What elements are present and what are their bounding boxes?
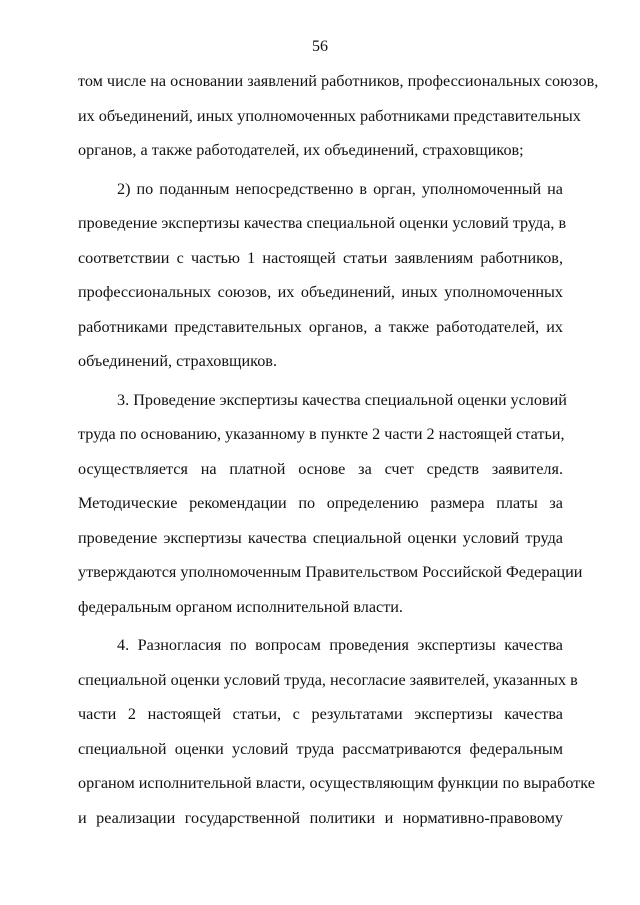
text-line: их объединений, иных уполномоченных работниками представительных	[78, 106, 581, 125]
document-body	[78, 71, 599, 842]
text-line: Методические рекомендации по определению размера платы за	[78, 494, 563, 512]
text-line: проведение экспертизы качества специальной оценки условий труда	[78, 528, 563, 547]
paragraph-item-2	[78, 179, 567, 386]
text-line: труда по основанию, указанному в пункте 2 части 2 настоящей статьи,	[78, 425, 565, 443]
text-line: объединений, страховщиков.	[78, 352, 277, 370]
text-line: специальной оценки условий труда, несогласие заявителей, указанных в	[78, 670, 578, 689]
paragraph-part-4	[78, 635, 595, 842]
text-line: профессиональных союзов, их объединений, иных уполномоченных	[78, 283, 563, 301]
text-line: части 2 настоящей статьи, с результатами экспертизы качества	[78, 705, 563, 723]
text-line: 4. Разногласия по вопросам проведения экспертизы качества	[117, 636, 563, 654]
text-line: том числе на основании заявлений работников, профессиональных союзов,	[78, 72, 599, 90]
page-number: 56	[312, 38, 328, 55]
text-line: органом исполнительной власти, осуществляющим функции по выработке	[78, 774, 595, 792]
text-line: работниками представительных органов, а также работодателей, их	[78, 317, 563, 336]
text-line: соответствии с частью 1 настоящей статьи заявлениям работников,	[78, 248, 563, 267]
text-line: утверждаются уполномоченным Правительством Российской Федерации	[78, 563, 583, 581]
text-line: органов, а также работодателей, их объединений, страховщиков;	[78, 141, 524, 159]
text-line: 2) по поданным непосредственно в орган, уполномоченный на	[117, 179, 563, 198]
paragraph-part-3	[78, 390, 583, 632]
text-line: федеральным органом исполнительной власти.	[78, 597, 403, 616]
text-line: осуществляется на платной основе за счет средств заявителя.	[78, 459, 563, 478]
text-line: 3. Проведение экспертизы качества специальной оценки условий	[117, 390, 567, 409]
paragraph-continuation	[78, 71, 599, 175]
text-line: проведение экспертизы качества специальной оценки условий труда, в	[78, 214, 567, 232]
text-line: специальной оценки условий труда рассматриваются федеральным	[78, 739, 563, 758]
text-line: и реализации государственной политики и нормативно-правовому	[78, 808, 563, 827]
